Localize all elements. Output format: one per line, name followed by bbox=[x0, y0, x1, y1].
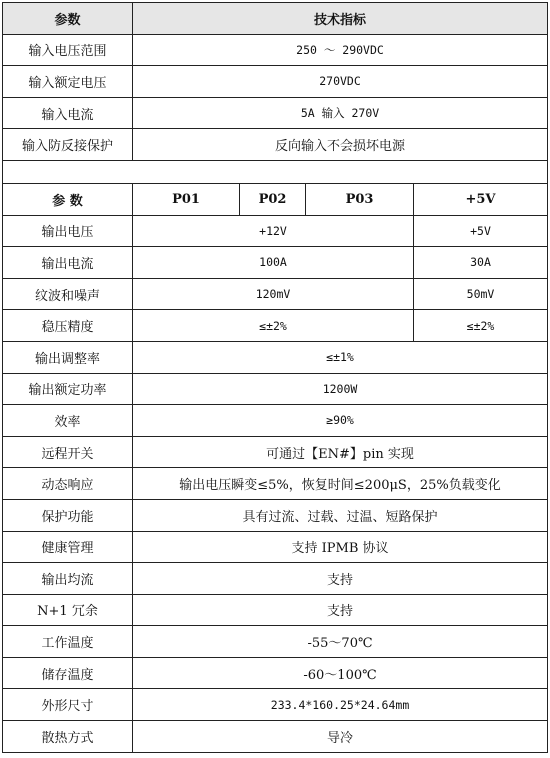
row-label: 外形尺寸 bbox=[3, 689, 133, 721]
header-param: 参数 bbox=[3, 3, 133, 35]
row-label: N+1 冗余 bbox=[3, 594, 133, 626]
row-label: 效率 bbox=[3, 405, 133, 437]
row-main-value: 100A bbox=[133, 247, 414, 279]
row-value: 支持 IPMB 协议 bbox=[133, 531, 548, 563]
table-row bbox=[3, 594, 548, 626]
table-row bbox=[3, 405, 548, 437]
spec-table bbox=[2, 2, 548, 753]
row-value: 可通过【EN#】pin 实现 bbox=[133, 436, 548, 468]
row-value: 支持 bbox=[133, 563, 548, 595]
row-value: 输出电压瞬变≤5%，恢复时间≤200μS，25%负载变化 bbox=[133, 468, 548, 500]
row-value: ≥90% bbox=[133, 405, 548, 437]
row-value: 233.4*160.25*24.64mm bbox=[133, 689, 548, 721]
table-row bbox=[3, 721, 548, 753]
row-value: 250 ～ 290VDC bbox=[133, 34, 548, 66]
row-value: -55～70℃ bbox=[133, 626, 548, 658]
row-label: 输入电流 bbox=[3, 97, 133, 129]
table-row bbox=[3, 129, 548, 161]
row-label: 远程开关 bbox=[3, 436, 133, 468]
table-row bbox=[3, 310, 548, 342]
table-row bbox=[3, 66, 548, 98]
output-header-p03: P03 bbox=[306, 183, 414, 215]
row-label: 工作温度 bbox=[3, 626, 133, 658]
table-row bbox=[3, 657, 548, 689]
row-label: 输出均流 bbox=[3, 563, 133, 595]
table-row bbox=[3, 563, 548, 595]
row-label: 散热方式 bbox=[3, 721, 133, 753]
row-label: 输入电压范围 bbox=[3, 34, 133, 66]
table-row bbox=[3, 626, 548, 658]
output-header-p02: P02 bbox=[240, 183, 306, 215]
row-main-value: ≤±2% bbox=[133, 310, 414, 342]
output-header-5v: +5V bbox=[414, 183, 548, 215]
table-row bbox=[3, 97, 548, 129]
row-label: 储存温度 bbox=[3, 657, 133, 689]
table-row bbox=[3, 341, 548, 373]
table-row bbox=[3, 215, 548, 247]
row-label: 稳压精度 bbox=[3, 310, 133, 342]
row-aux-value: +5V bbox=[414, 215, 548, 247]
row-label: 保护功能 bbox=[3, 499, 133, 531]
row-value: 反向输入不会损坏电源 bbox=[133, 129, 548, 161]
row-value: 1200W bbox=[133, 373, 548, 405]
row-label: 输入防反接保护 bbox=[3, 129, 133, 161]
row-label: 输出额定功率 bbox=[3, 373, 133, 405]
row-value: -60～100℃ bbox=[133, 657, 548, 689]
table-row bbox=[3, 468, 548, 500]
output-header-p01: P01 bbox=[133, 183, 240, 215]
row-value: 导冷 bbox=[133, 721, 548, 753]
separator-row bbox=[3, 160, 548, 183]
table-row bbox=[3, 531, 548, 563]
row-main-value: 120mV bbox=[133, 278, 414, 310]
table-row bbox=[3, 247, 548, 279]
row-label: 动态响应 bbox=[3, 468, 133, 500]
header-spec: 技术指标 bbox=[133, 3, 548, 35]
row-aux-value: 50mV bbox=[414, 278, 548, 310]
row-value: 支持 bbox=[133, 594, 548, 626]
table-row bbox=[3, 689, 548, 721]
row-label: 输出电流 bbox=[3, 247, 133, 279]
table-row bbox=[3, 373, 548, 405]
row-aux-value: ≤±2% bbox=[414, 310, 548, 342]
blank-separator bbox=[3, 160, 548, 183]
row-label: 输出调整率 bbox=[3, 341, 133, 373]
row-aux-value: 30A bbox=[414, 247, 548, 279]
row-value: 具有过流、过载、过温、短路保护 bbox=[133, 499, 548, 531]
row-label: 输出电压 bbox=[3, 215, 133, 247]
table-header-row bbox=[3, 3, 548, 35]
output-header-row bbox=[3, 183, 548, 215]
table-row bbox=[3, 278, 548, 310]
output-header-param: 参 数 bbox=[3, 183, 133, 215]
row-main-value: +12V bbox=[133, 215, 414, 247]
row-label: 纹波和噪声 bbox=[3, 278, 133, 310]
table-row bbox=[3, 499, 548, 531]
table-row bbox=[3, 436, 548, 468]
row-label: 输入额定电压 bbox=[3, 66, 133, 98]
table-row bbox=[3, 34, 548, 66]
row-value: 270VDC bbox=[133, 66, 548, 98]
row-value: 5A 输入 270V bbox=[133, 97, 548, 129]
row-label: 健康管理 bbox=[3, 531, 133, 563]
row-value: ≤±1% bbox=[133, 341, 548, 373]
